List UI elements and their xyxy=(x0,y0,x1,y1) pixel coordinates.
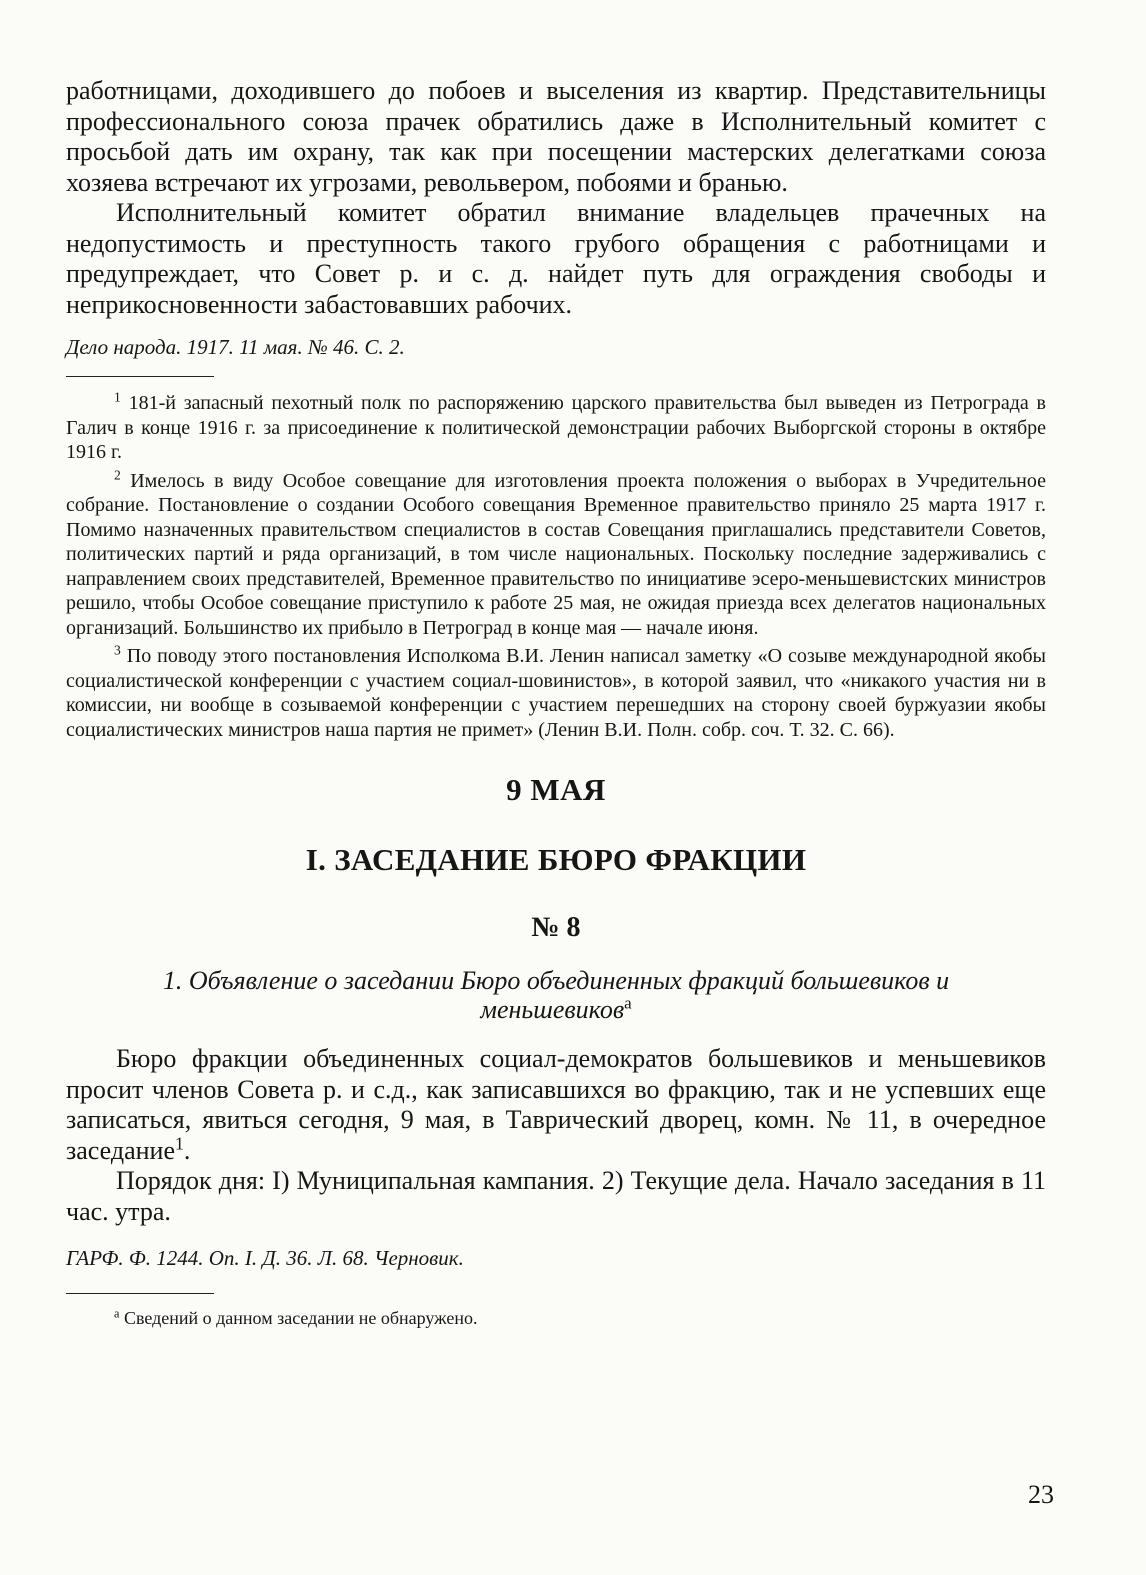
footnote-a xyxy=(66,1306,1046,1331)
intro-paragraph-1: работницами, доходившего до побоев и выселения из квартир. Представительницы профессионального союза прачек обратились даже в Исполнительный комитет с просьбой дать им охрану, так как при посещении мастерских делегатками союза хозяева встречают их угрозами, револьвером, побоями и бранью. xyxy=(66,76,1046,197)
body-paragraph-1-text: Бюро фракции объединенных социал-демократов большевиков и меньшевиков просит членов Совета р. и с.д., как записавшихся во фракцию, так и не успевших еще записаться, явиться сегодня, 9 мая, в Таврический дворец, комн. № 11, в очередное заседание xyxy=(66,1044,1046,1165)
document-title-marker: а xyxy=(624,993,632,1013)
footnote-divider xyxy=(66,376,214,377)
footnote-text: По поводу этого постановления Исполкома В.И. Ленин написал заметку «О созыве международной якобы социалистической конференции с участием социал-шовинистов», в которой заявил, что «никакого участия ни в комиссии, ни вообще в созываемой конференции с участием перешедших на сторону своей буржуазии якобы социалистических министров наша партия не примет» (Ленин В.И. Полн. собр. соч. Т. 32. С. 66). xyxy=(66,645,1046,741)
body-paragraph-2: Порядок дня: I) Муниципальная кампания. 2) Текущие дела. Начало заседания в 11 час. утра. xyxy=(66,1166,1046,1226)
footnote-3 xyxy=(66,644,1046,742)
footnote-text: Сведений о данном заседании не обнаружено. xyxy=(123,1308,478,1328)
footnote-marker: 3 xyxy=(114,642,121,658)
date-heading: 9 МАЯ xyxy=(506,772,606,807)
footnote-text: 181-й запасный пехотный полк по распоряжению царского правительства был выведен из Петрограда в Галич в конце 1916 г. за присоединение к политической демонстрации рабочих Выборгской стороны в октябре 1916 г. xyxy=(66,392,1047,463)
page-content xyxy=(66,76,1046,1335)
footnote-1 xyxy=(66,391,1046,465)
footnote-2 xyxy=(66,469,1046,641)
document-title-text: 1. Объявление о заседании Бюро объединенных фракций большевиков и меньшевиков xyxy=(162,966,950,1024)
intro-paragraph-2: Исполнительный комитет обратил внимание владельцев прачечных на недопустимость и преступность такого грубого обращения с работницами и предупреждает, что Совет р. и с. д. найдет путь для ограждения свободы и неприкосновенности забастовавших рабочих. xyxy=(66,198,1046,319)
body-paragraph-1-end: . xyxy=(183,1135,191,1165)
body-paragraph-1-marker: 1 xyxy=(175,1132,184,1153)
source-citation-2: ГАРФ. Ф. 1244. Оп. I. Д. 36. Л. 68. Черновик. xyxy=(66,1246,464,1270)
document-title xyxy=(136,966,976,1024)
footnote-marker: 1 xyxy=(114,389,121,405)
section-heading: I. ЗАСЕДАНИЕ БЮРО ФРАКЦИИ xyxy=(305,842,807,877)
body-paragraph-1 xyxy=(66,1044,1046,1166)
document-number: № 8 xyxy=(531,912,581,943)
footnote-divider-2 xyxy=(66,1293,214,1294)
source-citation-1: Дело народа. 1917. 11 мая. № 46. С. 2. xyxy=(66,335,405,359)
footnote-marker: а xyxy=(114,1306,120,1321)
page-number: 23 xyxy=(1028,1480,1054,1509)
footnote-marker: 2 xyxy=(114,467,121,483)
footnote-text: Имелось в виду Особое совещание для изготовления проекта положения о выборах в Учредительное собрание. Постановление о создании Особого совещания Временное правительство приняло 25 марта 1917 г. Помимо назначенных правительством специалистов в состав Совещания приглашались представители Советов, политических партий и ряда организаций, в том числе национальных. Поскольку последние задерживались с направлением своих представителей, Временное правительство по инициативе эсеро-меньшевистских министров решило, чтобы Особое совещание приступило к работе 25 мая, не ожидая приезда всех делегатов национальных организаций. Большинство их прибыло в Петроград в конце мая — начале июня. xyxy=(66,469,1046,639)
